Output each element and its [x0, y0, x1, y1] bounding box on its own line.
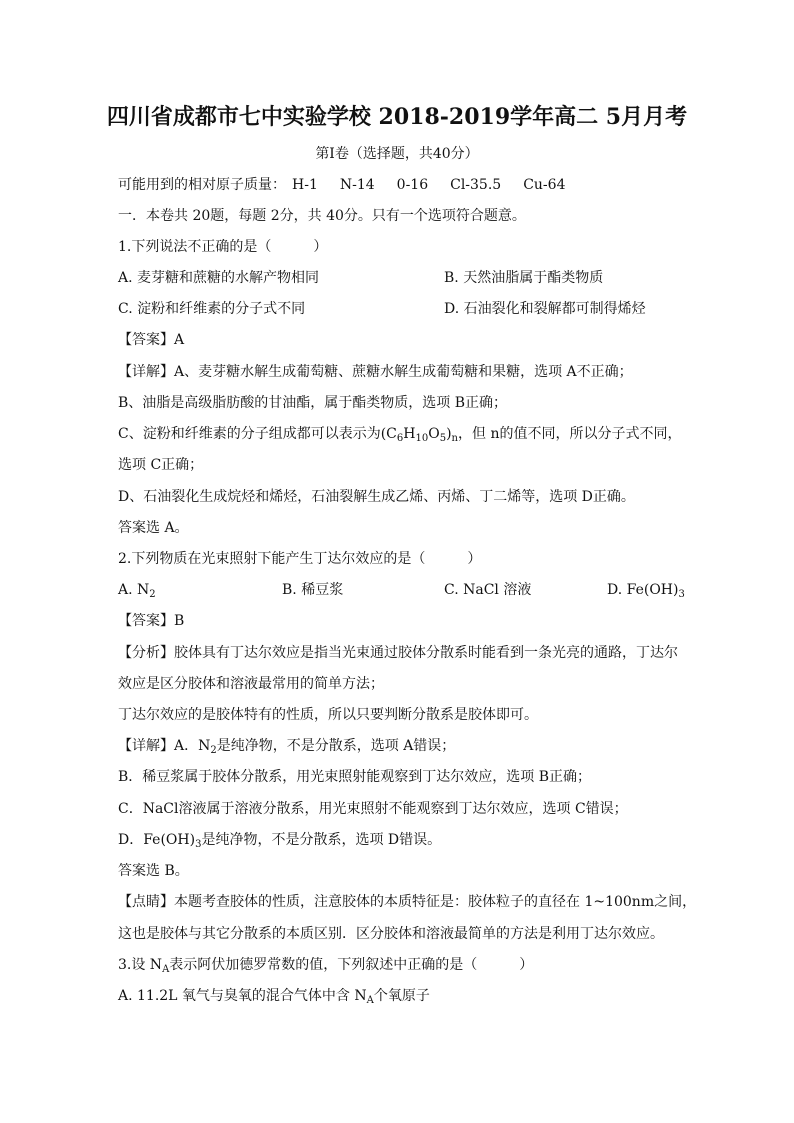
q3-stem-text: 3.设 N [118, 957, 163, 973]
q2-option-d [607, 580, 685, 600]
q1-option-b: B. 天然油脂属于酯类物质 [444, 270, 604, 286]
q2-option-b: B. 稀豆浆 [282, 582, 344, 598]
formula-subscript: A [366, 995, 374, 1006]
formula-subscript: 5 [439, 433, 447, 444]
q1-answer: 【答案】A [118, 332, 185, 348]
q2-option-a-text: A. N [118, 582, 150, 598]
q3-option-a-rest: 个氧原子 [373, 988, 430, 1004]
q3-stem-rest: 表示阿伏加德罗常数的值，下列叙述中正确的是（ ） [169, 957, 534, 973]
q2-conclusion: 答案选 B。 [118, 863, 189, 879]
q2-detail-b: B．稀豆浆属于胶体分散系，用光束照射能观察到丁达尔效应，选项 B正确； [118, 769, 592, 785]
atomic-mass-n: N-14 [339, 177, 375, 193]
atomic-mass-h: H-1 [292, 177, 318, 193]
q2-detail-d-text: D．Fe(OH) [118, 832, 196, 848]
atomic-mass-line [118, 175, 571, 195]
page-title: 四川省成都市七中实验学校 2018-2019学年高二 5月月考 [106, 104, 688, 130]
q1-conclusion: 答案选 A。 [118, 520, 189, 536]
q2-analysis-1: 【分析】胶体具有丁达尔效应是指当光束通过胶体分散系时能看到一条光亮的通路，丁达尔 [118, 645, 678, 661]
page-subtitle: 第I卷（选择题，共40分） [315, 146, 479, 162]
q1-stem: 1.下列说法不正确的是（ ） [118, 239, 328, 255]
formula-part: O [428, 426, 440, 442]
formula-subscript: 2 [210, 745, 217, 756]
q3-stem [118, 955, 533, 975]
q2-detail-a-rest: 是纯净物，不是分散系，选项 A错误； [216, 738, 456, 754]
q2-key-point-1: 【点睛】本题考查胶体的性质，注意胶体的本质特征是：胶体粒子的直径在 1~100nm之间， [118, 894, 697, 910]
atomic-mass-cl: Cl-35.5 [450, 177, 502, 193]
q2-detail-d [118, 830, 441, 850]
q2-option-c: C. NaCl 溶液 [444, 582, 532, 598]
q1-detail-c [118, 424, 681, 444]
q3-option-a [118, 986, 430, 1006]
atomic-mass-cu: Cu-64 [523, 177, 566, 193]
formula-subscript: A [162, 964, 170, 975]
q2-analysis-2: 效应是区分胶体和溶液最常用的简单方法； [118, 676, 384, 692]
q1-detail-a: 【详解】A、麦芽糖水解生成葡萄糖、蔗糖水解生成葡萄糖和果糖，选项 A不正确； [118, 364, 633, 380]
q2-option-a [118, 580, 156, 600]
formula-part: ) [446, 426, 452, 442]
q1-option-c: C. 淀粉和纤维素的分子式不同 [118, 301, 306, 317]
q2-detail-a-text: 【详解】A．N [118, 738, 211, 754]
atomic-mass-o: 0-16 [396, 177, 429, 193]
q1-detail-c-rest: ，但 n的值不同，所以分子式不同， [458, 426, 682, 442]
q2-option-d-text: D. Fe(OH) [607, 582, 679, 598]
formula-subscript: 3 [678, 589, 685, 600]
formula-part: H [403, 426, 416, 442]
q2-answer: 【答案】B [118, 613, 185, 629]
q2-key-point-2: 这也是胶体与其它分散系的本质区别．区分胶体和溶液最简单的方法是利用丁达尔效应。 [118, 926, 664, 942]
q2-stem: 2.下列物质在光束照射下能产生丁达尔效应的是（ ） [118, 551, 482, 567]
q2-detail-d-rest: 是纯净物，不是分散系，选项 D错误。 [201, 832, 442, 848]
q2-detail-a [118, 736, 455, 756]
q1-detail-b: B、油脂是高级脂肪酸的甘油酯，属于酯类物质，选项 B正确； [118, 395, 508, 411]
formula-subscript: 3 [195, 839, 202, 850]
q1-detail-c-text: C、淀粉和纤维素的分子组成都可以表示为(C [118, 426, 397, 442]
q1-detail-c-cont: 选项 C正确； [118, 457, 204, 473]
q2-analysis-3: 丁达尔效应的是胶体特有的性质，所以只要判断分散系是胶体即可。 [118, 707, 538, 723]
q1-option-a: A. 麦芽糖和蔗糖的水解产物相同 [118, 270, 320, 286]
q1-detail-d: D、石油裂化生成烷烃和烯烃，石油裂解生成乙烯、丙烯、丁二烯等，选项 D正确。 [118, 489, 635, 505]
atomic-mass-label: 可能用到的相对原子质量： [118, 177, 286, 193]
formula-subscript: n [451, 433, 458, 444]
q3-option-a-text: A. 11.2L 氧气与臭氧的混合气体中含 N [118, 988, 367, 1004]
section-intro: 一．本卷共 20题，每题 2分，共 40分。只有一个选项符合题意。 [118, 208, 526, 224]
formula-subscript: 10 [415, 433, 429, 444]
formula-subscript: 6 [396, 433, 404, 444]
q2-detail-c: C．NaCl溶液属于溶液分散系，用光束照射不能观察到丁达尔效应，选项 C错误； [118, 801, 628, 817]
formula-subscript: 2 [149, 589, 156, 600]
q1-option-d: D. 石油裂化和裂解都可制得烯烃 [444, 301, 646, 317]
